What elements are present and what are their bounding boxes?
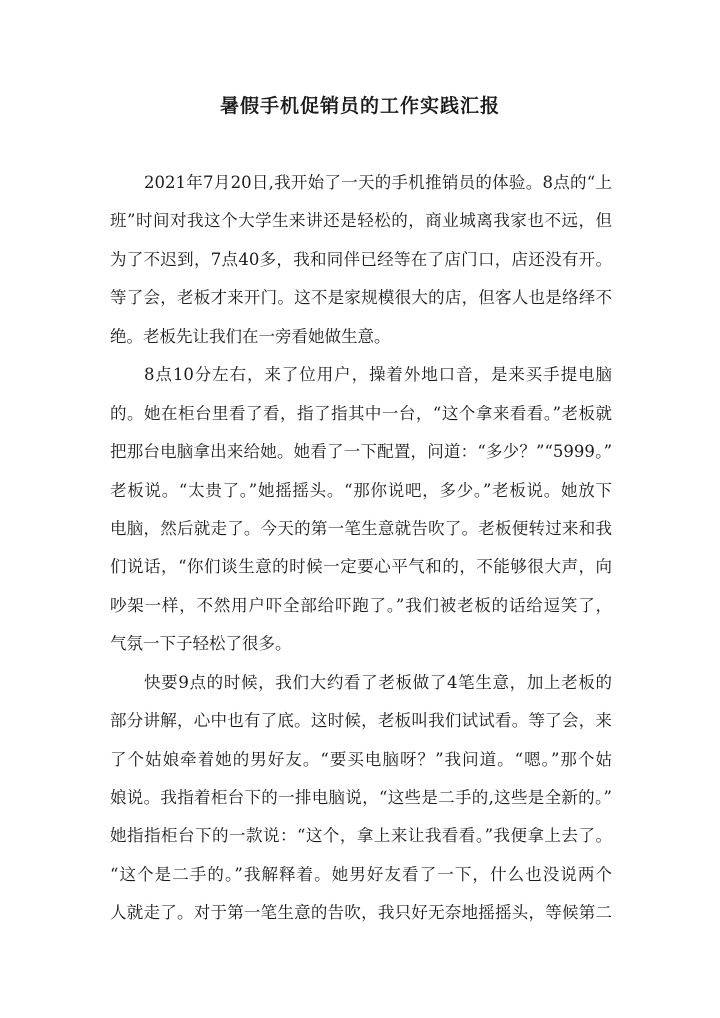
text-line: 等了会，老板才来开门。这不是家规模很大的店，但客人也是络绎不	[110, 288, 612, 308]
text-line: 们说话，“你们谈生意的时候一定要心平气和的，不能够很大声，向	[110, 557, 612, 577]
text-line: 娘说。我指着柜台下的一排电脑说，“这些是二手的,这些是全新的。”	[110, 788, 612, 807]
text-line: 为了不迟到，7点40多，我和同伴已经等在了店门口，店还没有开。	[110, 249, 612, 269]
text-line: 电脑，然后就走了。今天的第一笔生意就告吹了。老板便转过来和我	[110, 518, 612, 538]
text-line: 快要9点的时候，我们大约看了老板做了4笔生意，加上老板的	[144, 672, 612, 692]
text-line: 2021年7月20日,我开始了一天的手机推销员的体验。8点的“上	[144, 173, 612, 192]
text-line: “这个是二手的。”我解释着。她男好友看了一下，什么也没说两个	[110, 864, 612, 884]
text-line: 绝。老板先让我们在一旁看她做生意。	[110, 326, 391, 346]
text-line: 气氛一下子轻松了很多。	[110, 634, 292, 654]
document-title: 暑假手机促销员的工作实践汇报	[219, 95, 500, 117]
text-line: 部分讲解，心中也有了底。这时候，老板叫我们试试看。等了会，来	[110, 711, 612, 731]
document-body	[110, 172, 612, 941]
text-line: 了个姑娘牵着她的男好友。“要买电脑呀？”我问道。“嗯。”那个姑	[110, 749, 612, 769]
text-line: 班”时间对我这个大学生来讲还是轻松的，商业城离我家也不远，但	[110, 211, 612, 231]
text-line: 她指指柜台下的一款说：“这个，拿上来让我看看。”我便拿上去了。	[110, 826, 612, 846]
text-line: 老板说。“太贵了。”她摇摇头。“那你说吧，多少。”老板说。她放下	[110, 480, 612, 500]
text-line: 人就走了。对于第一笔生意的告吹，我只好无奈地摇摇头，等候第二	[110, 903, 612, 923]
text-line: 8点10分左右，来了位用户，操着外地口音，是来买手提电脑	[144, 365, 612, 385]
text-line: 把那台电脑拿出来给她。她看了一下配置，问道：“多少？”“5999。”	[110, 442, 612, 462]
text-line: 的。她在柜台里看了看，指了指其中一台，“这个拿来看看。”老板就	[110, 403, 612, 423]
text-line: 吵架一样，不然用户吓全部给吓跑了。”我们被老板的话给逗笑了，	[110, 595, 612, 615]
